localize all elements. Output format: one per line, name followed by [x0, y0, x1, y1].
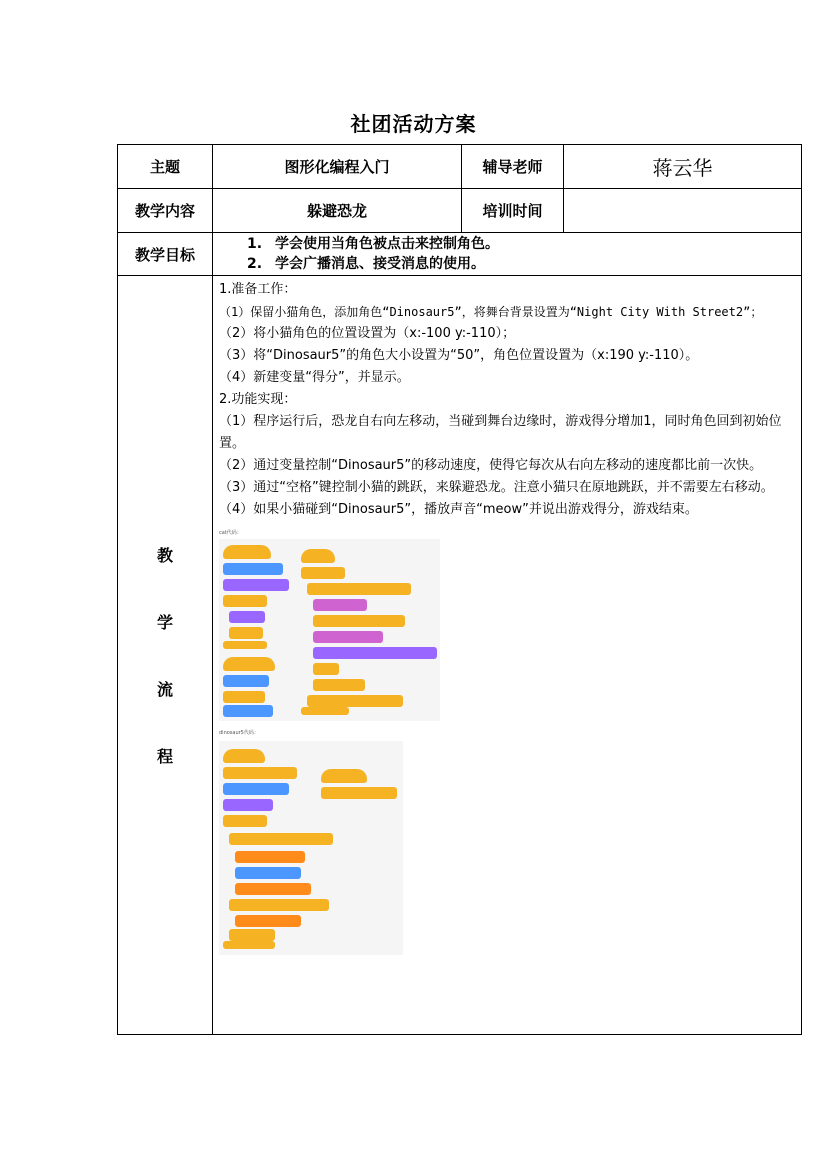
- process-content: [213, 276, 802, 1035]
- process-line: （4）如果小猫碰到“Dinosaur5”，播放声音“meow”并说出游戏得分，游戏结束。: [219, 502, 698, 517]
- topic-value: 图形化编程入门: [213, 145, 462, 189]
- tutor-label: 辅导老师: [462, 145, 564, 189]
- goals-label: 教学目标: [118, 233, 213, 276]
- activity-plan-table: [117, 144, 802, 1035]
- goals-list: [213, 233, 802, 276]
- process-line: （1）程序运行后，恐龙自右向左移动，当碰到舞台边缘时，游戏得分增加1，同时角色回到初始位置。: [219, 414, 782, 451]
- tutor-value: 蒋云华: [564, 145, 802, 189]
- page-title: 社团活动方案: [350, 112, 477, 136]
- goal-item: 1. 学会使用当角色被点击来控制角色。: [247, 236, 499, 252]
- process-line: （3）将“Dinosaur5”的角色大小设置为“50”，角色位置设置为（x:190 y:-110）。: [219, 348, 699, 363]
- time-value: [564, 189, 802, 233]
- process-label: 教 学 流 程: [118, 276, 213, 1035]
- goal-item: 2. 学会广播消息、接受消息的使用。: [247, 256, 485, 272]
- cat-code-caption: cat代码：: [219, 530, 242, 536]
- topic-label: 主题: [118, 145, 213, 189]
- process-line: （2）将小猫角色的位置设置为（x:-100 y:-110）；: [219, 326, 516, 341]
- process-line: （2）通过变量控制“Dinosaur5”的移动速度，使得它每次从右向左移动的速度都比前一次快。: [219, 458, 763, 473]
- cat-code-image: [219, 539, 440, 721]
- process-line: （3）通过“空格”键控制小猫的跳跃，来躲避恐龙。注意小猫只在原地跳跃，并不需要左右移动。: [219, 480, 774, 495]
- process-line: （4）新建变量“得分”，并显示。: [219, 370, 410, 385]
- process-line: 1.准备工作：: [219, 282, 297, 297]
- dino-code-image: [219, 741, 403, 955]
- process-line: （1）保留小猫角色，添加角色“Dinosaur5”，将舞台背景设置为“Night City With Street2”；: [219, 305, 763, 319]
- time-label: 培训时间: [462, 189, 564, 233]
- content-label: 教学内容: [118, 189, 213, 233]
- content-value: 躲避恐龙: [213, 189, 462, 233]
- process-line: 2.功能实现：: [219, 392, 297, 407]
- dino-code-caption: dinosaur5代码：: [219, 730, 259, 736]
